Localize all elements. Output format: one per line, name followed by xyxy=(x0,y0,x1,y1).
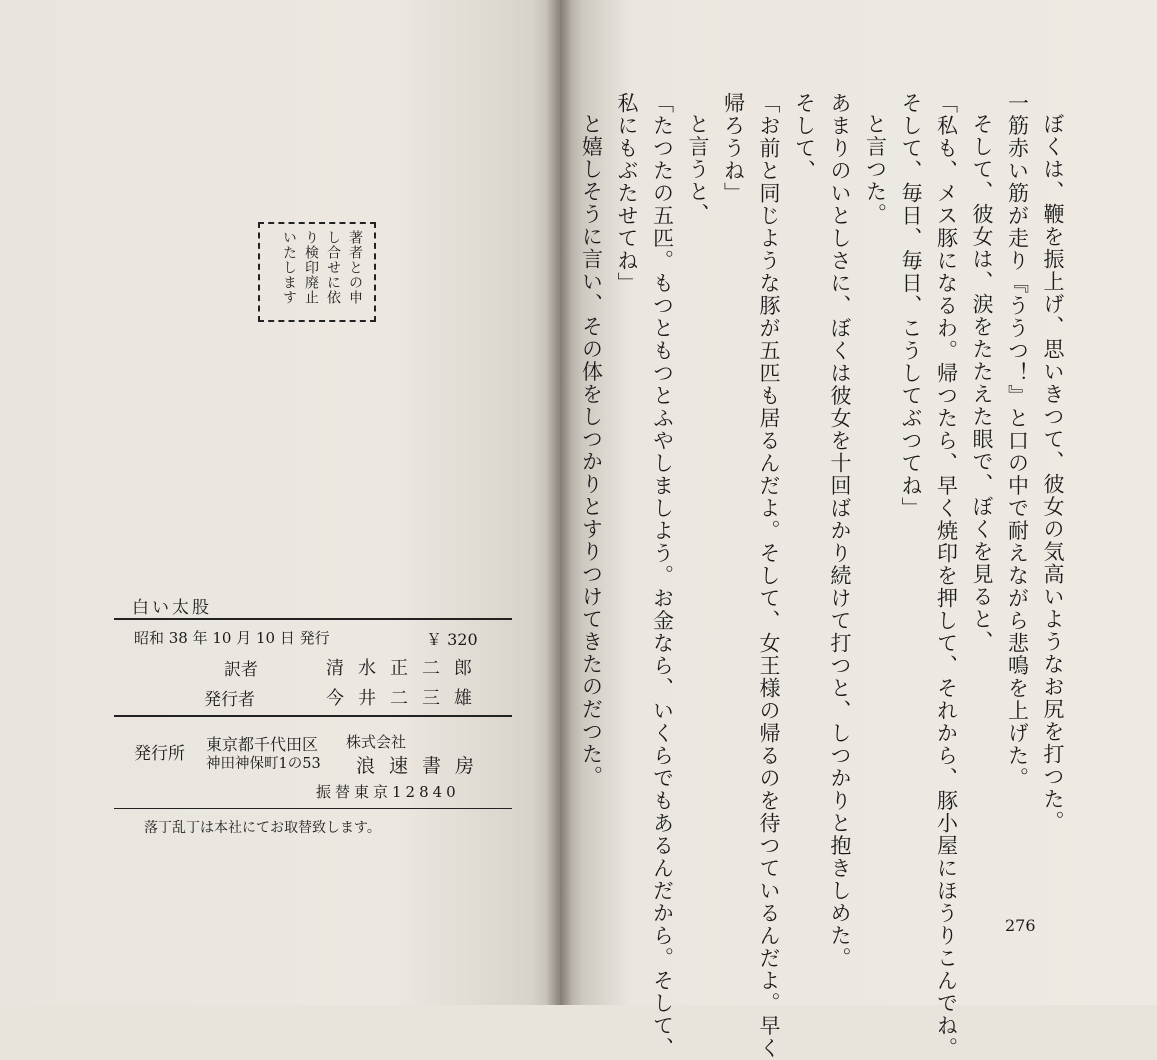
office-label: 発行所 xyxy=(134,744,185,764)
company-type: 株式会社 xyxy=(346,733,407,751)
text-line: 一筋赤い筋が走り『ううつ！』と口の中で耐えながら悲鳴を上げた。 xyxy=(1005,92,1030,790)
text-line: と嬉しそうに言い、その体をしつかりとすりつけてきたのだつた。 xyxy=(579,113,604,788)
text-line: と言つた。 xyxy=(863,113,888,226)
publish-date: 昭和 38 年 10 月 10 日 発行 xyxy=(134,629,330,647)
company-name: 浪速書房 xyxy=(356,755,489,777)
seal-waiver-box xyxy=(258,222,376,322)
translator-label: 訳者 xyxy=(224,660,258,680)
postal-account: 振替東京12840 xyxy=(316,783,460,801)
text-line: と言うと、 xyxy=(686,113,710,226)
book-title: 白い太股 xyxy=(132,598,212,618)
text-line: ぼくは、鞭を振上げ、思いきつて、彼女の気高いようなお尻を打つた。 xyxy=(1041,113,1065,833)
show-through-text xyxy=(180,100,211,380)
price: ￥ 320 xyxy=(426,630,478,649)
stamp-line: 著者との申 xyxy=(347,230,363,305)
show-through-text xyxy=(100,100,131,380)
translator-name: 清水正二郎 xyxy=(326,658,486,679)
seal-waiver-text xyxy=(278,230,366,316)
text-line: あまりのいとしさに、ぼくは彼女を十回ばかり続けて打つと、しつかりと抱きしめた。 xyxy=(828,92,852,970)
text-line: 帰ろうね」 xyxy=(721,92,746,205)
divider xyxy=(114,715,512,717)
address-line-1: 東京都千代田区 xyxy=(206,735,319,754)
text-line: そして、 xyxy=(792,92,817,182)
page-number: 276 xyxy=(1005,916,1036,935)
publisher-name: 今井二三雄 xyxy=(326,688,486,709)
text-line: そして、彼女は、涙をたたえた眼で、ぼくを見ると、 xyxy=(970,113,994,653)
address-line-2: 神田神保町1の53 xyxy=(206,756,321,772)
text-line: 「私も、メス豚になるわ。帰つたら、早く焼印を押して、それから、豚小屋にほうりこんでね。 xyxy=(934,92,959,1060)
divider xyxy=(114,618,512,620)
book-gutter xyxy=(546,0,572,1005)
stamp-line: し合せに依 xyxy=(325,230,341,305)
text-line: 私にもぶたせてね」 xyxy=(615,92,639,295)
text-line: そして、毎日、毎日、こうしてぶつてね」 xyxy=(899,92,923,520)
replacement-note: 落丁乱丁は本社にてお取替致します。 xyxy=(144,820,381,836)
text-line: 「お前と同じような豚が五匹も居るんだよ。そして、女王様の帰るのを待つているんだよ。早く xyxy=(757,92,781,1060)
text-line: 「たつたの五匹。もつともつとふやしましよう。お金なら、いくらでもあるんだから。そして、 xyxy=(650,92,675,1060)
stamp-line: いたします xyxy=(281,230,297,305)
stamp-line: り検印廃止 xyxy=(303,230,319,305)
publisher-label: 発行者 xyxy=(204,690,255,710)
left-page xyxy=(0,0,560,1005)
divider xyxy=(114,808,512,809)
